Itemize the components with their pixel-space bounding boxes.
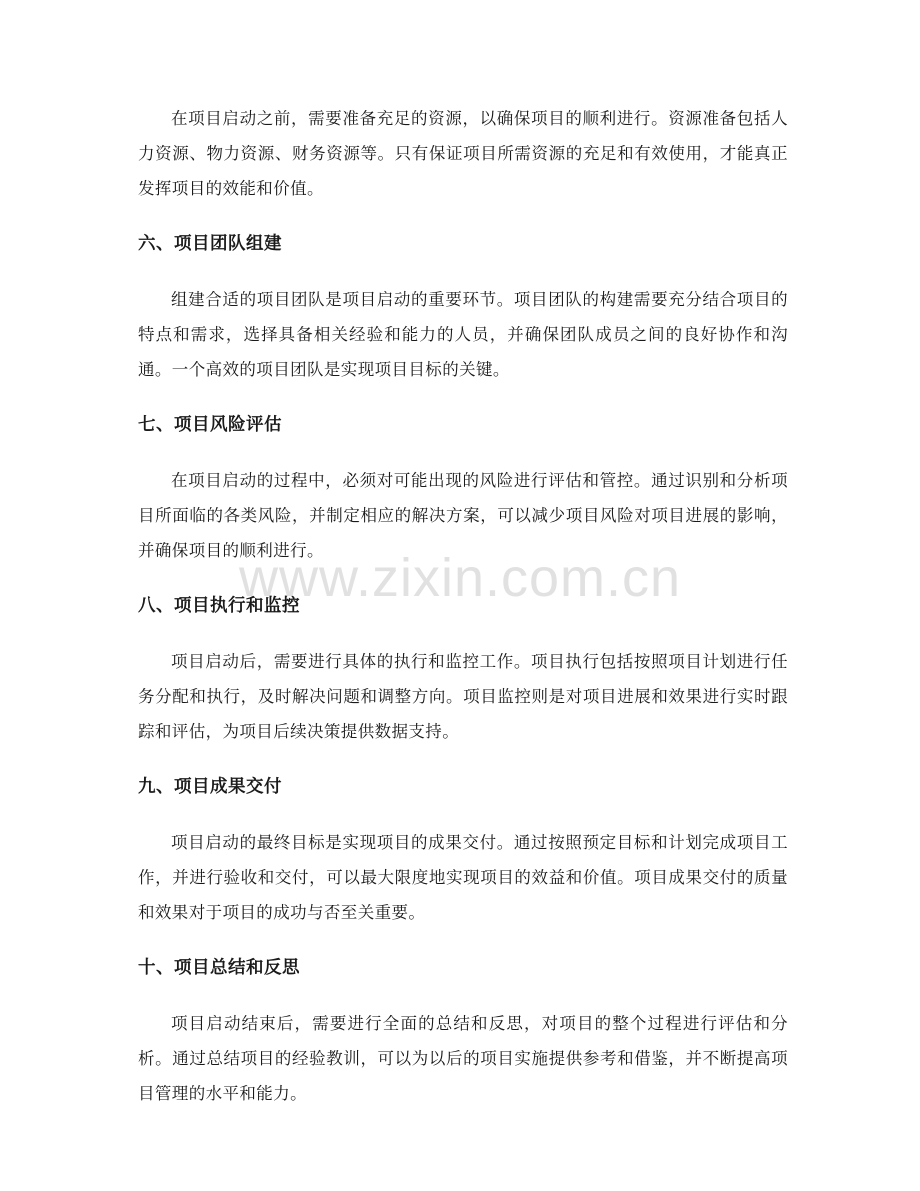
section-paragraph-execution: 项目启动后，需要进行具体的执行和监控工作。项目执行包括按照项目计划进行任务分配和执行，及时解决问题和调整方向。项目监控则是对项目进展和效果进行实时跟踪和评估，为项目后续决策提供数据支持。 xyxy=(138,652,788,741)
section-paragraph-delivery: 项目启动的最终目标是实现项目的成果交付。通过按照预定目标和计划完成项目工作，并进行验收和交付，可以最大限度地实现项目的效益和价值。项目成果交付的质量和效果对于项目的成功与否至关重要。 xyxy=(138,833,788,922)
section-heading-execution: 八、项目执行和监控 xyxy=(138,596,300,616)
section-heading-summary: 十、项目总结和反思 xyxy=(138,958,300,978)
intro-paragraph: 在项目启动之前，需要准备充足的资源，以确保项目的顺利进行。资源准备包括人力资源、物力资源、财务资源等。只有保证项目所需资源的充足和有效使用，才能真正发挥项目的效能和价值。 xyxy=(138,109,788,198)
section-paragraph-risk: 在项目启动的过程中，必须对可能出现的风险进行评估和管控。通过识别和分析项目所面临的各类风险，并制定相应的解决方案，可以减少项目风险对项目进展的影响，并确保项目的顺利进行。 xyxy=(138,471,788,560)
section-heading-delivery: 九、项目成果交付 xyxy=(138,777,282,797)
section-heading-risk: 七、项目风险评估 xyxy=(138,415,282,435)
document-body xyxy=(138,101,788,1111)
section-heading-team: 六、项目团队组建 xyxy=(138,234,282,254)
watermark-text: www.zixin.com.cn xyxy=(238,548,682,608)
section-paragraph-team: 组建合适的项目团队是项目启动的重要环节。项目团队的构建需要充分结合项目的特点和需求，选择具备相关经验和能力的人员，并确保团队成员之间的良好协作和沟通。一个高效的项目团队是实现项目目标的关键。 xyxy=(138,290,788,379)
section-paragraph-summary: 项目启动结束后，需要进行全面的总结和反思，对项目的整个过程进行评估和分析。通过总结项目的经验教训，可以为以后的项目实施提供参考和借鉴，并不断提高项目管理的水平和能力。 xyxy=(138,1014,788,1103)
